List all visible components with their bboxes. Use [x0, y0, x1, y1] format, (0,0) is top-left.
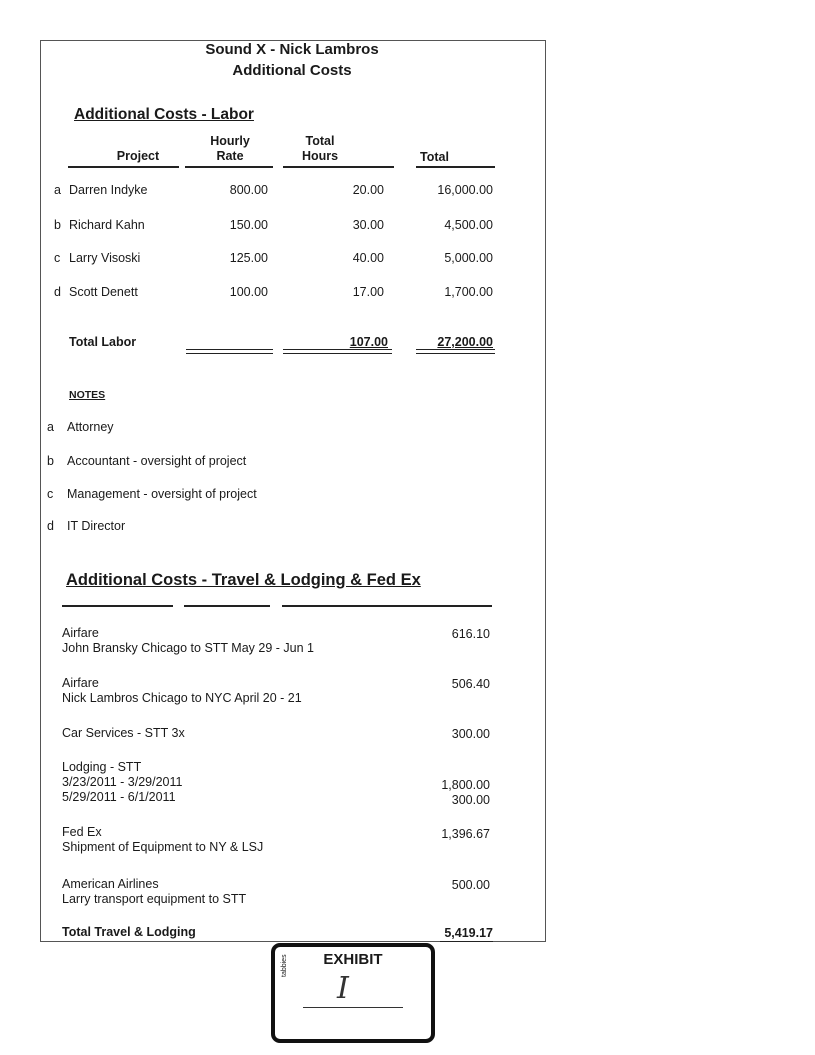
- row-total: 16,000.00: [437, 183, 493, 197]
- total-rule: [440, 941, 493, 942]
- note-text: IT Director: [67, 519, 126, 533]
- total-labor-hours: 107.00: [349, 335, 388, 349]
- exhibit-title: EXHIBIT: [323, 951, 383, 968]
- row-marker: a: [54, 183, 61, 197]
- exhibit-signature-line: [303, 1007, 403, 1008]
- row-hours: 17.00: [352, 285, 384, 299]
- labor-heading: Additional Costs - Labor: [74, 106, 254, 123]
- col-rate-line2: Rate: [216, 149, 244, 163]
- row-name: Richard Kahn: [69, 218, 145, 232]
- exhibit-brand: tabbies: [281, 954, 288, 977]
- col-hours-line1: Total: [305, 134, 335, 148]
- travel-heading: Additional Costs - Travel & Lodging & Fed Ex: [66, 571, 421, 589]
- col-project: Project: [116, 149, 160, 163]
- double-rule: [416, 349, 495, 354]
- col-rate-line1: Hourly: [210, 134, 250, 148]
- header-rule: [68, 166, 179, 168]
- row-hours: 40.00: [352, 251, 384, 265]
- row-rate: 125.00: [229, 251, 268, 265]
- document-subtitle: Additional Costs: [232, 62, 352, 79]
- expense-amount: 300.00: [451, 727, 490, 741]
- expense-detail: Shipment of Equipment to NY & LSJ: [62, 840, 264, 854]
- exhibit-sticker: [271, 943, 435, 1043]
- col-hours-line2: Hours: [301, 149, 339, 163]
- notes-title: NOTES: [69, 389, 106, 401]
- total-labor-label: Total Labor: [69, 335, 137, 349]
- row-name: Scott Denett: [69, 285, 138, 299]
- expense-detail: John Bransky Chicago to STT May 29 - Jun 1: [62, 641, 314, 655]
- expense-category: Lodging - STT: [62, 760, 142, 774]
- expense-amount: 616.10: [451, 627, 490, 641]
- expense-detail: Larry transport equipment to STT: [62, 892, 247, 906]
- exhibit-mark: I: [337, 971, 349, 1006]
- row-rate: 150.00: [229, 218, 268, 232]
- expense-amount: 506.40: [451, 677, 490, 691]
- row-total: 1,700.00: [444, 285, 493, 299]
- travel-rule: [62, 605, 173, 607]
- note-marker: c: [47, 487, 54, 501]
- note-marker: a: [47, 420, 54, 434]
- note-text: Management - oversight of project: [67, 487, 257, 501]
- note-marker: b: [47, 454, 54, 468]
- row-marker: d: [54, 285, 61, 299]
- header-rule: [185, 166, 273, 168]
- expense-category: American Airlines: [62, 877, 159, 891]
- expense-category: Fed Ex: [62, 825, 102, 839]
- row-name: Larry Visoski: [69, 251, 141, 265]
- note-text: Accountant - oversight of project: [67, 454, 247, 468]
- expense-category: Car Services - STT 3x: [62, 726, 185, 740]
- double-rule: [186, 349, 273, 354]
- header-rule: [283, 166, 394, 168]
- row-total: 4,500.00: [444, 218, 493, 232]
- double-rule: [283, 349, 392, 354]
- row-marker: c: [54, 251, 61, 265]
- note-text: Attorney: [67, 420, 114, 434]
- row-marker: b: [54, 218, 61, 232]
- row-rate: 100.00: [229, 285, 268, 299]
- expense-category: Airfare: [62, 676, 99, 690]
- expense-detail: 3/23/2011 - 3/29/2011: [62, 775, 183, 789]
- travel-rule: [282, 605, 492, 607]
- total-travel-amount: 5,419.17: [444, 926, 493, 940]
- expense-amount: 1,800.00: [441, 778, 490, 792]
- expense-amount: 1,396.67: [441, 827, 490, 841]
- col-total: Total: [420, 150, 449, 164]
- expense-detail: 5/29/2011 - 6/1/2011: [62, 790, 176, 804]
- row-rate: 800.00: [229, 183, 268, 197]
- expense-detail: Nick Lambros Chicago to NYC April 20 - 21: [62, 691, 302, 705]
- row-hours: 30.00: [352, 218, 384, 232]
- total-travel-label: Total Travel & Lodging: [62, 925, 196, 939]
- expense-amount: 300.00: [451, 793, 490, 807]
- travel-rule: [184, 605, 270, 607]
- row-total: 5,000.00: [444, 251, 493, 265]
- expense-category: Airfare: [62, 626, 99, 640]
- total-labor-amount: 27,200.00: [437, 335, 493, 349]
- expense-amount: 500.00: [451, 878, 490, 892]
- row-name: Darren Indyke: [69, 183, 148, 197]
- row-hours: 20.00: [352, 183, 384, 197]
- document-title: Sound X - Nick Lambros: [205, 41, 379, 58]
- header-rule: [416, 166, 495, 168]
- note-marker: d: [47, 519, 54, 533]
